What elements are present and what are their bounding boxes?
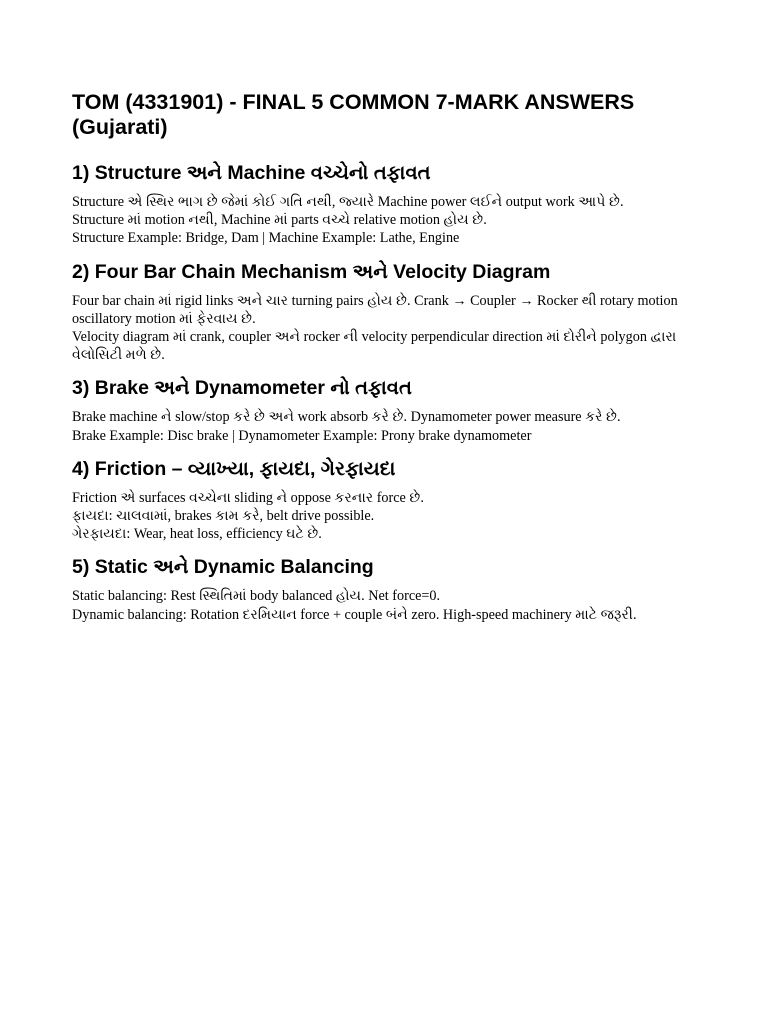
body-line: ફાયદા: ચાલવામાં, brakes કામ કરે, belt drive possible. <box>72 508 375 525</box>
section-body <box>72 489 702 544</box>
section-heading: 4) Friction – વ્યાખ્યા, ફાયદા, ગેરફાયદા <box>72 457 396 480</box>
section-heading: 5) Static અને Dynamic Balancing <box>72 556 374 579</box>
body-line: Brake machine ને slow/stop કરે છે અને work absorb કરે છે. Dynamometer power measure કરે છે. <box>72 409 621 426</box>
section-heading: 3) Brake અને Dynamometer નો તફાવત <box>72 377 412 400</box>
document-title: TOM (4331901) - FINAL 5 COMMON 7-MARK ANSWERS (Gujarati) <box>72 90 635 139</box>
body-line: Friction એ surfaces વચ્ચેના sliding ને oppose કરનાર force છે. <box>72 489 424 506</box>
section-body <box>72 408 702 444</box>
section-2 <box>72 260 702 365</box>
section-3 <box>72 376 702 444</box>
body-line: Dynamic balancing: Rotation દરમિયાન force + couple બંને zero. High-speed machinery માટે જરૂરી. <box>72 606 637 623</box>
body-line: Structure માં motion નથી, Machine માં parts વચ્ચે relative motion હોય છે. <box>72 212 487 229</box>
body-line: Four bar chain માં rigid links અને ચાર turning pairs હોય છે. Crank → Coupler → Rocker થી rotary motion oscillatory motion માં ફેરવાય છે. <box>72 292 678 327</box>
body-line: ગેરફાયદા: Wear, heat loss, efficiency ઘટે છે. <box>72 526 322 543</box>
section-body <box>72 292 702 365</box>
body-line: Structure Example: Bridge, Dam | Machine Example: Lathe, Engine <box>72 230 460 247</box>
section-1 <box>72 161 702 248</box>
section-5 <box>72 555 702 623</box>
section-heading: 2) Four Bar Chain Mechanism અને Velocity Diagram <box>72 260 551 283</box>
body-line: Static balancing: Rest સ્થિતિમાં body balanced હોય. Net force=0. <box>72 588 441 605</box>
section-4 <box>72 457 702 544</box>
body-line: Brake Example: Disc brake | Dynamometer Example: Prony brake dynamometer <box>72 427 532 444</box>
section-body <box>72 587 702 623</box>
body-line: Velocity diagram માં crank, coupler અને rocker ની velocity perpendicular direction માં દોરીને polygon દ્વારા વેલોસિટી મળે છે. <box>72 329 677 364</box>
body-line: Structure એ સ્થિર ભાગ છે જેમાં કોઈ ગતિ નથી, જ્યારે Machine power લઈને output work આપે છે. <box>72 194 624 210</box>
section-body <box>72 193 702 248</box>
section-heading: 1) Structure અને Machine વચ્ચેનો તફાવત <box>72 162 431 184</box>
document-page <box>72 90 702 636</box>
